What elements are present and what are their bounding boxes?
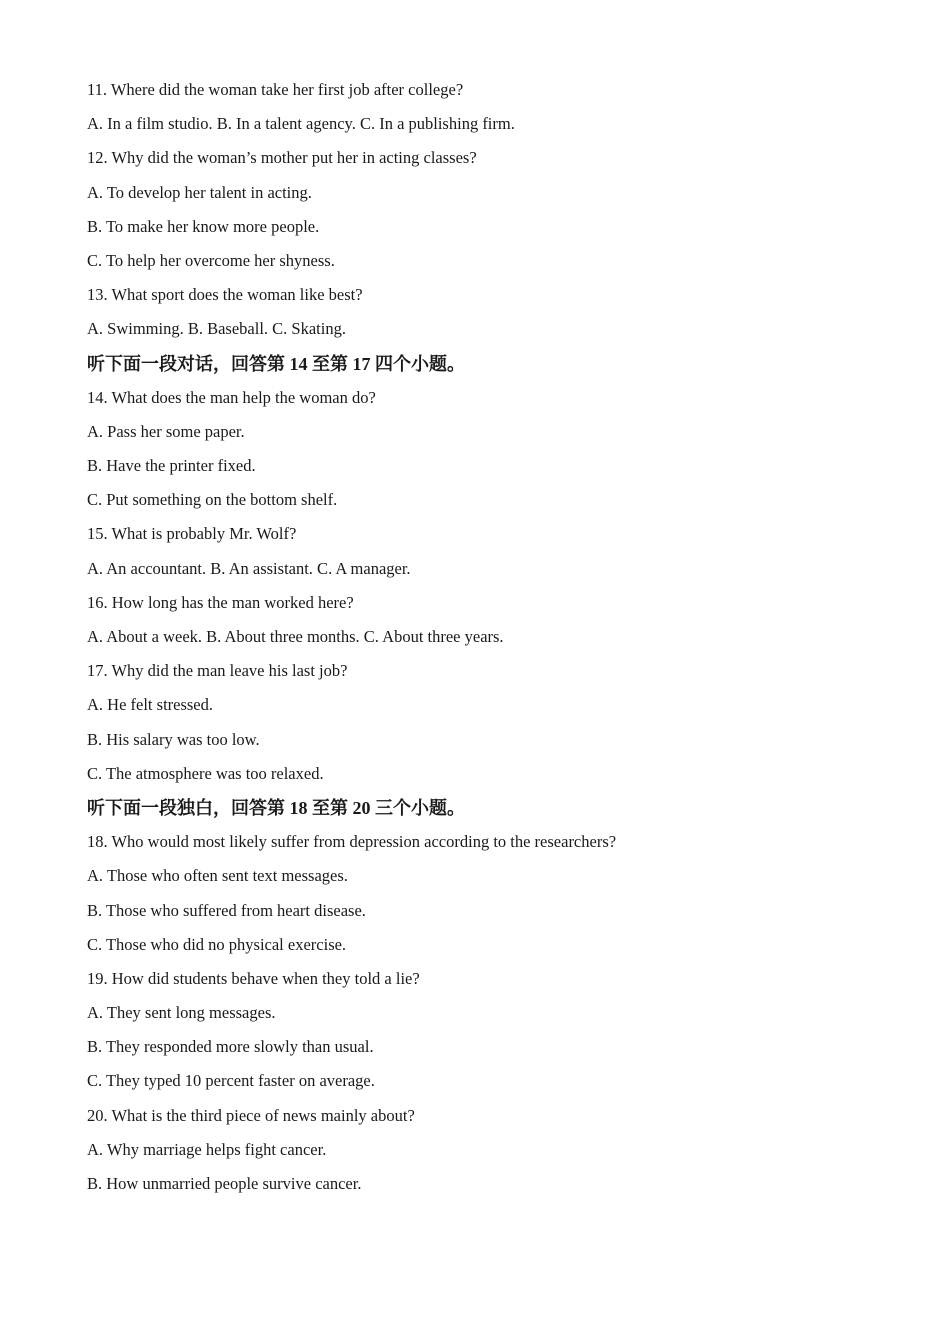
text-line: 16. How long has the man worked here? <box>87 592 354 612</box>
text-line: A. About a week. B. About three months. C. About three years. <box>87 627 504 646</box>
text-line: 17. Why did the man leave his last job? <box>87 661 348 681</box>
text-line: 13. What sport does the woman like best? <box>87 285 363 305</box>
text-line: 12. Why did the woman’s mother put her in acting classes? <box>87 148 477 168</box>
text-line: A. Swimming. B. Baseball. C. Skating. <box>87 319 346 339</box>
text-line: B. Have the printer fixed. <box>87 456 256 476</box>
text-line: C. To help her overcome her shyness. <box>87 250 335 270</box>
text-line: B. How unmarried people survive cancer. <box>87 1174 362 1193</box>
text-line: C. Those who did no physical exercise. <box>87 934 347 954</box>
text-line: C. They typed 10 percent faster on average. <box>87 1071 375 1091</box>
text-line: 19. How did students behave when they told a lie? <box>87 968 420 988</box>
text-line: 20. What is the third piece of news mainly about? <box>87 1105 415 1125</box>
document-page <box>87 73 907 1201</box>
text-line: 11. Where did the woman take her first job after college? <box>87 80 464 99</box>
text-line: B. Those who suffered from heart disease. <box>87 900 366 920</box>
text-line: A. Pass her some paper. <box>87 421 245 441</box>
text-line: A. He felt stressed. <box>87 695 214 715</box>
text-line: 15. What is probably Mr. Wolf? <box>87 524 297 544</box>
section-heading: 听下面一段对话，回答第 14 至第 17 四个小题。 <box>87 353 465 374</box>
text-line: A. Those who often sent text messages. <box>87 866 348 886</box>
text-line: A. To develop her talent in acting. <box>87 182 312 202</box>
text-line: A. An accountant. B. An assistant. C. A manager. <box>87 558 411 578</box>
text-line: 18. Who would most likely suffer from depression according to the researchers? <box>87 832 617 852</box>
text-line: C. The atmosphere was too relaxed. <box>87 763 324 783</box>
text-line: B. They responded more slowly than usual. <box>87 1037 374 1057</box>
text-line: A. In a film studio. B. In a talent agency. C. In a publishing firm. <box>87 114 515 134</box>
text-line: A. Why marriage helps fight cancer. <box>87 1139 327 1159</box>
text-line: 14. What does the man help the woman do? <box>87 387 376 407</box>
text-line: B. To make her know more people. <box>87 216 320 236</box>
text-line: B. His salary was too low. <box>87 729 260 749</box>
text-line: C. Put something on the bottom shelf. <box>87 490 338 510</box>
text-line: A. They sent long messages. <box>87 1003 276 1023</box>
section-heading: 听下面一段独白，回答第 18 至第 20 三个小题。 <box>87 797 465 818</box>
